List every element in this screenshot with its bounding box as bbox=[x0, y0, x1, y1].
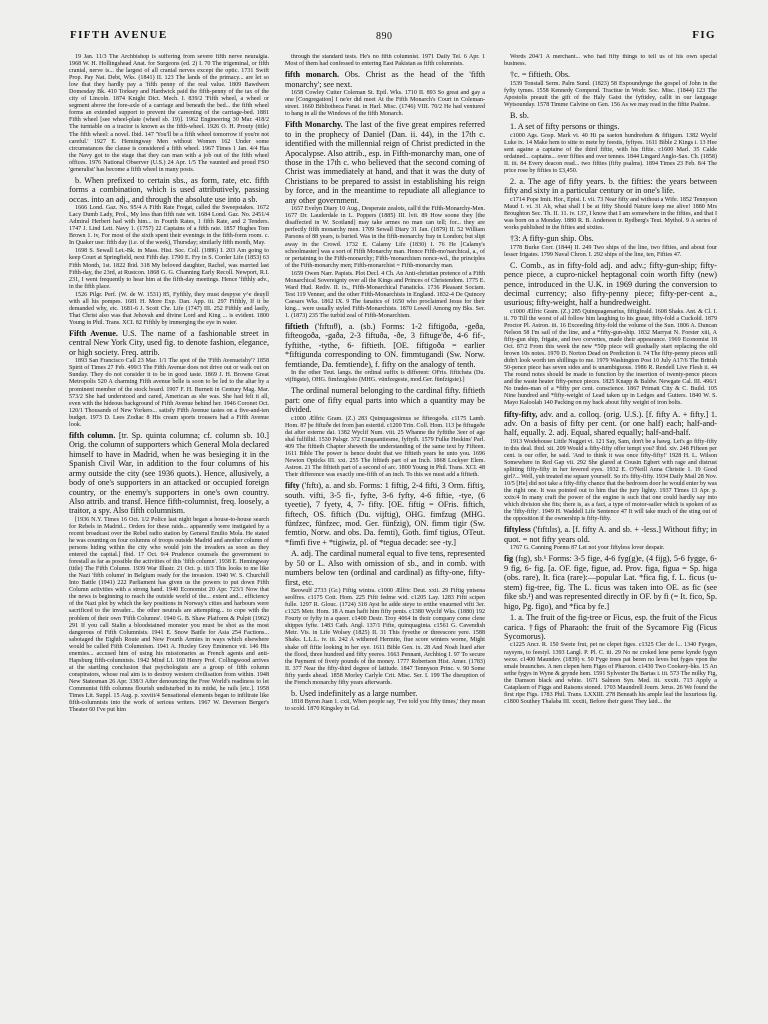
sense-definition: 1. a. The fruit of the fig-tree or Ficus, esp. the fruit of the Ficus carica. †figs of Pharaoh: the fruit of the Sycamore Fig (Ficus Sycomorus). bbox=[504, 613, 717, 642]
entry-headword: fig bbox=[504, 554, 514, 564]
quotation-block: 1913 Wodehouse Little Nugget vi. 121 Say, Sam, don't be a hawg. Let's go fifty-fifty in this deal. Ibid. xii. 209 Would a fifty-fifty offer tempt you? Ibid. xiv. 248 Fifteen per cent. is our offer, he said. 'And to think it was once fifty-fifty!' 1928 H. L. Wilson Somewhere in Red Gap vii. 292 She glared at Cousin Egbert with rage and distrust splitting fifty-fifty in her fevered eyes. 1932 E. O'Neill Anna Christie 1. 19 Good girl?... Well, yuh treated me square yourself. So it's fifty-fifty. 1934 Daily Mail 28 Nov. 10/5 [He] did not take a fifty-fifty chance that the bedroom door he would enter by was the right one. It was pointed out to him that the jury lighty. 1937 Times 13 Apr. p. xxix/4 In many craft the power of the engine is such that one could hardly say into which division she fits; there is, as a fact, a type of motor-sailer which is spoken of as the 'fifty-fifty'. 1949 H. Waddell Life Sentence 47 It will take much of the sting out of the opposition if the ownership is fifty-fifty. bbox=[504, 438, 717, 523]
quotation-block: c1714 Pope Imit. Hor., Epist. I. vii. 73 Near fifty and without a Wife. 1852 Tennyson Maud I. vi. 31 Ah, what shall I be at fifty Should Nature keep me alive! 1880 Mrs Broughton Sec. Th. II. 11. iv. 137, I know that I am somewhere in the fifties, and that I was born on a Monday. 1880 R. B. Anderson tr. Rydberg's Teut. Mythol. 9 A series of works published in the fifties and sixties. bbox=[504, 196, 717, 232]
entry-headword: fiftieth bbox=[285, 322, 309, 332]
running-head-right: FIG bbox=[692, 29, 716, 41]
column-3 bbox=[504, 54, 717, 1018]
entry-definition: (fɪg), sb.¹ Forms: 3-5 fige, 4-6 fyg(g)e, (4 fijg), 5-6 fygge, 6-9 fig, 6- fig. [a. OF. fige, figue, ad. Prov. figa, figua = Sp. higa (obs. rare), It. fica (rare):—popular Lat. *fica fig, f. L. ficus (u-stem) fig-tree, fig. The L. ficus was taken into OE. as fic (see fike sb.¹) and was represented directly in OF. by fi (= It. fico, Sp. higo, Pg. figo), and *fica by fe.] bbox=[504, 554, 717, 611]
quotation-block: 1767 G. Canning Poems 87 Let not your fiftyless lover despair. bbox=[510, 545, 665, 552]
quotation-block: 1893 San Francisco Call 23 Mar. 1/1 The spot of the 'Fifth Avenueishy'? 1858 Spirit of Times 27 Feb. 499/3 The Fifth Avenue does not drive out or walk out on Sunday. They do not consider it to be in good taste. 1869 J. H. Browne Great Metropolis 520 A charming Fifth avenue belle is soon to be led to the altar by a prominent member of the stock board. 1907 F. H. Burnett in Century Mag. Mar. 573/2 She had understood and cared, American as she was. She had felt it all, even with the hideous background of Fifth Avenue behind her. 1946 Coronet Oct. 120/1 Thousands of New Yorkers... satisfy Fifth Avenue tastes on a five-and-ten budget. 1973 D. Lees Zodiac 8 His cream sports trousers had a Fifth Avenue look. bbox=[69, 358, 269, 428]
quotation-block: 1778 Burke Corr. (1844) II. 249 Two ships of the line, two fifties, and about four lesser frigates. 1799 Naval Chron. I. 292 ships of the line, ten, Fifties 47. bbox=[504, 244, 717, 258]
quotation-block: 1659 Owen Narr. Papists. Plot Decl. 4 Ch. An Anti-christian pretence of a Fifth Monarchical Sovereignty over all the Kings and Princes of Christendom. 1775 E. Ward Hud. Rediv. II. ix., Fifth-Monarchical Fanaticks. 1736 Pleasant Sociam. Test 119 Venner, and the other Fifth-Monarchists in England. 1832-4 De Quincey Caesars Wks. 1862 IX. 9 The fanatics of 1650 who proclaimed Jesus for their king... were usually styled Fifth-Monarchists. 1870 Lowell Among my Bks. Ser. 1. (1873) 235 The turbid zeal of Fifth-Monarchism. bbox=[285, 270, 485, 319]
quotation-block: through the standard tests. He's no fifth columnist. 1971 Daily Tel. 6 Apr. 1 Most of them had confessed to entering East Pakistan as fifth columnists. bbox=[285, 54, 485, 68]
sense-definition: A. adj. The cardinal numeral equal to five tens, represented by 50 or L. Also with omission of sb., and in comb. with numbers below ten (ordinal and cardinal) as fifty-one, fifty-first, etc. bbox=[285, 549, 485, 587]
entry-definition: The last of the five great empires referred to in the prophecy of Daniel (Dan. ii. 44), in the 17th c. identified with the millennial reign of Christ predicted in the Apocalypse. Also attrib., esp. in Fifth-monarchy man, one of those in the 17th c. who believed that the second coming of Christ was immediately at hand, and that it was the duty of Christians to be prepared to assist in establishing his reign by force, and in the meantime to repudiate all allegiance to any other government. bbox=[285, 120, 485, 205]
page-number: 890 bbox=[376, 31, 393, 42]
dictionary-entry bbox=[285, 481, 485, 547]
dictionary-entry bbox=[69, 431, 269, 516]
quotation-block: 1818 Byron Juan 1. cxii, When people say, 'I've told you fifty times,' they mean to scold. 1870 Kingsley in Gd. bbox=[285, 699, 485, 713]
entry-headword: Fifth Monarchy. bbox=[285, 120, 343, 130]
dictionary-entry bbox=[69, 329, 269, 357]
quotation-block: c1000 Ælfric Gram. (Z.) 285 Quinquagenarius, fiftigfeald. 1608 Shaks. Ant. & Cl. I. ii. 70 Till the worst of all follow him laughing to his graue, fifty-fold a Cuckold. 1879 Proctor Pl. Astron. iii. 16 Exceeding fifty-fold the volume of the Sun. 1806 A. Duncan Nelson 58 I'm sail of the line, and a *fifty-gun-ship. 1832 Marryat N. Forster xiii, A fifty-gun ship, frigate, and two corvettes, made their appearance. 1969 Economist 18 Oct. 87/2 From this week the new *50p piece will gradually start replacing the old brown 10s notes. 1970 D. Norton Dead on Prediction ii. 74 The fifty-penny pieces still didn't look worth ten shillings to me. 1979 Washington Post 10 July A17/6 The British 50-pence piece has seven sides and is unambiguous. 1986 R. Rendell Live Flesh ii. 44 The round notes should be made to function by the insertion of twenty-pence pieces and the waste heater fifty-pence pieces. 1825 Knapp & Baldw. Newgate Cal. III. 496/1 No trades-man of a *fifty per cent. conscience. 1867 Primatt City & C. Build. 105 Nine hundred and *fifty-weight of Lead taken up in Ledges and Gutters. 1840 W. S. Mayo Kaloolah 140 Packing on my back about fifty weight of iron bolts. bbox=[504, 308, 717, 407]
quotation-block: [1936 N.Y. Times 16 Oct. 1/2 Police last night began a house-to-house search for Rebels in Madrid... Orders for these raids... apparently were instigated by a recent broadcast over the Rebel radio station by General Emilio Mola. He stated he was counting on four columns of troops outside Madrid and another column of persons hiding within the city who would join the invaders as soon as they entered the capital.] Ibid. 17 Oct. 9/4 Prudence counsels the government to forestall as far as possible the activities of this 'fifth column'. 1938 E. Hemingway (title) The Fifth Column. 1939 War Illustr. 21 Oct. p. iii/3 This looks to me like the Nazi 'fifth column' in Belgium ready for the invasion. 1940 W. S. Churchill Into Battle (1941) 222 Parliament has given us the powers to put down Fifth Column activities with a strong hand. 1940 Economist 20 Apr. 723/1 Now that the news is beginning to reach the outside world of the... extent and... efficiency of the Nazi plot by which the key positions in Norway's cities and harbours were sacrificed to the invader... the other neutrals are attempting... to cope with the problem of their own 'Fifth Columns'. 1940 G. B. Shaw Platform & Pulpit (1962) 291 If you call Stalin a bloodstained monster you must be shot as the most dangerous of Fifth Columnists. 1941 E. Snow Battle for Asia 254 Factions... sabotaged the Eighth Route and New Fourth Armies in ways which elsewhere would be called Fifth Columnism. 1941 A. Huxley Grey Eminence vii. 146 His enemies... accused him of using his missionaries as French agents and anti-Hapsburg fifth-columnists. 1942 Mind LI. 160 Henry Prof. Collingwood arrives at the startling conclusion that psychologists are a group of fifth column conspirators, whose real aim is to destroy western civilisation from within. 1948 New Statesman 26 Apr. 338/3 After denouncing the Free World's readiness to let Communist fifth columns flourish undisturbed in its midst, he rails [etc.]. 1958 Times Lit. Suppl. 15 Aug. p. xxviii/4 Sensational elements began to infiltrate like fifth-columnists into the work of serious writers. 1967 W. Deverson Berger's Theater 60 I've put him bbox=[69, 516, 269, 714]
quotation-block: c1225 Ancr. R. 150 Swete frut, pet ne clepet figes. c1325 Cler de l... 1340 Fyeges, raysyns, to feestyl. 1393 Langl. P. Pl. C. iii. 29 No ne croked lene perne kynde fygyn wexe. c1400 Maundev. (1839) v. 50 Fyge trees pat beren no leves but fyges vpon the smale braunches. A nen clepen hem Figes of Pharoon. c1430 Two Cookery-bks. 15 An sethe fygys in Wyne & grynde hem. 1591 Sylvester Du Bartas i. iii. 573 The milky Fig, the Damson black and white. 1671 Salmon Syn. Med. iii. xxxiii. 713 Apply a Cataplasm of Figgs and Raisons stoned. 1703 Maundrell Journ. Jerus. 26 We found the first ripe Figs. 1783 Phil. Trans. LXXIII. 278 Beneath his ample leaf the luxurious fig. c1800 Southey Thalaba III. xxxiii, Before their guest They laid... the bbox=[504, 642, 717, 705]
dictionary-entry bbox=[285, 322, 485, 369]
quotation-block: Beowulf 2733 (Gr.) Fiftig wintra. c1000 Ælfric Deut. xxii. 29 Fiftig yntsena seolfres. c1175 Cott. Hom. 225 Fifti fedme wid. c1205 Lay. 1283 Fifti scipen fulle. 1297 R. Glouc. (1724) 318 Ayst he adde steye to ertthe vnaurned vifti 3er. c1325 Metr. Hom. 18 A man hafit him fifty penis. c1380 Wyclif Wks. (1880) 192 Fourty or fyfty in a queer. c1400 Destr. Troy 4064 In thoir company come clene shippes fyfte. 1483 Cath. Angl. 137/1 Fifte, quinquaginta. c1561 G. Cavendish Metr. Vis. in Life Wolsey (1825) II. 31 This fyvethe or threescore yere. 1588 Shaks. L.L.L. iv. iii. 242 A withered Hermite, fiue score winters worne, Might shake off fiftie looking in her eye. 1611 Bible Gen. ix. 28 And Noah liued after the flood, three hundred and fifty yeeres. 1663 Pennant, Archbiog I. 97 To secure the Payment of fivety pounds of the money. 1777 Robertson Hist. Amer. (1783) II. 377 Near the fifty-third degree of latitude. 1847 Tennyson Princ. v. 90 Some fifty yards ahead. 1858 Morley Carlyle Crit. Misc. Ser. I. 199 The disruption of the French monarchy fifty years afterwards. bbox=[285, 588, 485, 686]
column-1 bbox=[69, 54, 269, 1018]
quotation-block: 1526 Pilgr. Perf. (W. de W. 1531) 85, Fyfthly, they must despyse y^e deuyll with all his pompes. 1681 H. More Exp. Dan. App. iii. 297 Fifthly, If it be demanded why, etc. 1681-6 J. Scott Chr. Life (1747) III. 252 Fifthly and lastly, That Christ also was that Jehovah and divine Lord and King ... is evident. 1800 Young in Phil. Trans. XCI. 82 Fifthly by immerging the eye in water. bbox=[69, 291, 269, 326]
sense-definition: 1. A set of fifty persons or things. bbox=[510, 122, 620, 132]
entry-definition: ('fɪftɪlɪs), a. [f. fifty A. and sb. + -less.] Without fifty; in quot. = not fifty years old. bbox=[504, 525, 717, 544]
quotation-block: c1000 Ælfric Gram. (Z.) 283 Quinquagesimus se fifteogoða. c1175 Lamb. Hom. 87 þe fiftuðe dei from þan estertid. c1200 Trin. Coll. Hom. 113 þe fiftugeðe dai after esterne dai. 1382 Wyclif Num. viii. 25 Whanne the fyftithe 3eer of age shal fulfillid. 1530 Palsgr. 372 Cinquantiesme, fyftyth. 1579 Fulke Heskins' Parl. 409 The fiftieth Chapter sheweth the understanding of the same text by Fifteen. 1611 Bible The power is hence doubt that we fiftieth years he unto you. 1696 Newton Opticks III. xxi. 255 The fiftieth part of an Inch. 1868 Lockyer Elem. Astron. 21 The fiftieth part of a second of arc. 1800 Young in Phil. Trans. XCI. 48 Their difference was exactly one-fifth of an inch. To this we must add a fiftieth. bbox=[285, 415, 485, 479]
entry-headword: fifty-fifty, bbox=[504, 409, 538, 419]
quotation-block: In the other Teut. langs. the ordinal suffix is different: OFris. fiftichsta (Du. vijftigste), OHG. fimfzugôsto (MHG. vünfzegeste, mod.Ger. fünfzigste).] bbox=[285, 370, 485, 384]
entry-definition: U.S. The name of a fashionable street in central New York City, used fig. to denote fashion, elegance, or high society. Freq. attrib. bbox=[69, 328, 269, 357]
sense-definition: The ordinal numeral belonging to the cardinal fifty. fiftieth part: one of fifty equal parts into which a quantity may be divided. bbox=[285, 386, 485, 415]
sense-definition: C. Comb., as in fifty-fold adj. and adv.; fifty-gun-ship; fifty-pence piece, a cupro-nickel heptagonal coin worth fifty (new) pence, introduced in the U.K. in 1969 during the conversion to decimal currency; also fifty-penny piece; fifty-per-cent a., usurious; fifty-weight, half a hundredweight. bbox=[504, 260, 717, 308]
dictionary-entry bbox=[504, 525, 717, 544]
quotation-block: 1698 S. Sewall Let.-Bk. in Mass. Hist. Soc. Coll. (1886) I. 203 Am going to keep Court at Springfield, next Fifth day. 1790 E. Fry in S. Corder Life (1853) 63 Fifth Month, 1st. 1822 Ibid. 318 My beloved daughter, Rachel, was married last Fifth-day, the 23rd, at Rustcon. 1868 G. G. Channing Early Recoll. Newport, R.I. 231, I went frequently to hear him at the fifth-day meetings. Hence 'fifthly adv., in the fifth place. bbox=[69, 248, 269, 290]
quotation-block: c1000 Ags. Gosp. Mark vi. 40 Hi pa saeton hundredum & fiftigum. 1382 Wyclif Luke ix. 14 Make hem to sitte to mete by feestis, fyftyes. 1611 Bible 2 Kings i. 13 Hee sent againe a captaine of the third fiftie, with his fiftie. c1600 Marl. 35 Calde ordained... captains... over fifties and over tennes. 1844 Lingard Anglo-Sax. Ch. (1858) II. iii. 84 Every deacon read... two fifties (fifty psalms). 1894 Times 23 Feb. 8/4 The price rose by fifties to £3,450. bbox=[504, 132, 717, 174]
dictionary-entry bbox=[285, 70, 485, 89]
quotation-block: 1658 Cowley Cutter Coleman St. Epil. Wks. 1710 II. 893 So great and gay a one [Congregation] I ne'er did meet At the Fifth Monarch's Court in Coleman-street. 1660 Bibliotheca Fanat. in Harl. Misc. (1746) VIII. 70/2 He had ventured to hang in all the Windows of the fifth Monarch. bbox=[285, 90, 485, 118]
dictionary-entry bbox=[504, 410, 717, 438]
entry-headword: Fifth Avenue. bbox=[69, 328, 118, 338]
dictionary-entry bbox=[285, 120, 485, 205]
quotation-block: Words 204/1 A merchant... who had fifty things to tell us of his own special business. bbox=[504, 54, 717, 68]
sense-definition: †3: A fifty-gun ship. Obs. bbox=[510, 234, 594, 244]
sense-definition: 2. a. The age of fifty years. b. the fifties: the years between fifty and sixty in a particular century or in one's life. bbox=[504, 176, 717, 196]
running-head-left: FIFTH AVENUE bbox=[70, 29, 168, 41]
dictionary-entry bbox=[504, 554, 717, 611]
sense-definition: †c. = fiftieth. Obs. bbox=[510, 70, 571, 80]
entry-headword: fifth column. bbox=[69, 430, 116, 440]
sense-definition: b. When prefixed to certain sbs., as form, rate, etc. fifth forms a combination, which is used attributively, passing occas. into an adj., and through the absolute use into a sb. bbox=[69, 175, 269, 204]
sense-definition: b. Used indefinitely as a large number. bbox=[291, 688, 418, 698]
entry-definition: ('fɪftɪɪθ), a. (sb.) Forms: 1-2 fiftigoða, -geða, fifteogoða, -gaða, 2-3 fiftuða, -ðe, 3 fiftuge'ðe, 4-6 fif-, fyftithe, -tythe, 6- fiftieth. [OE. fiftigoða = earlier *fiftigunda corresponding to ON. fimmtugandi (Sw. Norw. femtiande, Da. femtiende), f. fifty on the analogy of tenth. bbox=[285, 322, 485, 369]
entry-headword: fifty bbox=[285, 481, 300, 491]
entry-headword: fiftyless bbox=[504, 525, 531, 535]
entry-definition: [tr. Sp. quinta columna; cf. column sb. 10.] Orig. the column of supporters which General Mola declared himself to have in Madrid, when he was besieging it in the Spanish Civil War, in addition to the four columns of his army outside the city (see 1936 quots.). Hence, allusively, a body of one's supporters in an attacked or occupied foreign country, or the enemy's supporters in one's own country. Also attrib. and transf. Hence fifth-columnist, freq. loosely, a traitor, a spy. Also fifth columnism. bbox=[69, 430, 269, 516]
quotation-block: 1539 Tonstall Serm. Palm Sund. (1823) 58 Expoundynge the gospel of John in the fyfty tymes. 1558 Kennedy Compend. Tractiue in Wodr. Soc. Misc. (1844) 123 The Apostolis preauit the gift of the Haly Gaist the fyftidey, callit in our language Wytsounday. 1578 Timme Calvine on Gen. 156 As we may read in the fiftie Psalme. bbox=[504, 80, 717, 108]
entry-definition: Obs. Christ as the head of the 'fifth monarchy'; see next. bbox=[285, 70, 485, 89]
quotation-block: 19 Jan. 11/3 The Archbishop is suffering from severe fifth nerve neuralgia. 1968 W. H. Hollingshead Anat. for Surgeons (ed. 2) I. 70 The trigeminal, or fifth cranial, nerve is... the largest of all cranial nerves except the optic. 1731 Swift Prop. Pay Nat. Debt, Wks. (1841) II. 123 The lands of the primacy... are let so low that they hardly pay a 'fifth penny of the real value. 1809 Bawdwen Domesday Bk. 410 Torksey and Hardwick paid the fifth-penny of the tax of the city of Lincoln. 1874 Knight Dict. Mech. I. 839/2 'Fifth wheel, a wheel or segment above the fore-axle of a carriage and beneath the bed... the fifth wheel forms an extended support to prevent the careening of the carriage-bed. 1881 Fifth wheel [see wheel-plate (wheel sb. 19)]. 1962 Engineering 30 Mar. 418/2 The turntable on a tractor is known as the fifth-wheel. 1926 O. H. Prouty (title) The fifth wheel: a novel. Ibid. 147 'You'll be a fifth wheel tomorrow if you're not careful.' 1927 E. Hemingway Men without Women 162 Under some circumstances the clause is considered a fifth wheel. 1967 Times 1 Jan. 4/4 Has the Navy got to the stage that they can man with a job out of the fifth wheel offices. 1976 National Observer (U.S.) 24 Apr. 1/5 The vaunted and proud FSO 'generalist' has become a fifth wheel in many posts. bbox=[69, 54, 269, 173]
sense-definition: B. sb. bbox=[510, 110, 529, 120]
entry-definition: ('fɪftɪ), a. and sb. Forms: 1 fiftig, 2-4 fifti, 3 Orm. fiftiȝ, south. vifti, 3-5 fi-, fyfte, 3-6 fyfty, 4-6 fiftie, -tye, (6 tyeetie), 7 fyety, 4, 7- fifty. [OE. fiftig = OFris. fiftich, fiftech, OS. fiftich (Du. vijftig), OHG. fimfzug (MHG. fünfzec, fünfzec, mod. Ger. fünfzig), ON. fimm tigir (Sw. femtio, Norw. and obs. Da. femti), Goth. fimf tigius, OTeut. *fimfi five + *tigiwiz, pl. of *tegua decade: see -ty.] bbox=[285, 481, 485, 547]
quotation-block: 1666 Lond. Gaz. No. 95/4 A Fifth Rate Fregat, called the Sweepstakes. 1672 Lacy Dumb Lady, Prol., My less than fifth rate wit. 1684 Lond. Gaz. No. 2451/4 Admiral Herbert had with him... in Fourth Rates, 1 fifth Rate, and 2 Tenders. 1747 J. Lind Lett. Navy 1. (1757) 22 Captains of a fifth rate. 1857 Hughes Tom Brown 1. iv, For most of the sixth spent their evenings in the fifth-form room. c. In Quaker use: fifth day (i.e. of the week), Thursday; similarly fifth month, May. bbox=[69, 205, 269, 247]
entry-definition: adv. and a. colloq. (orig. U.S.). [f. fifty A. + fifty.] 1. adv. On a basis of fifty per cent. (or one half) each; half-and-half, equally. 2. adj. Equal, shared equally; half-and-half. bbox=[504, 409, 717, 438]
entry-headword: fifth monarch. bbox=[285, 70, 340, 80]
quotation-block: 1657 Evelyn Diary 10 Aug., Desperate zealots, call'd the Fifth-Monarchy-Men. 1677 Dr. Lauderdale in L. Poppers (1885) III. lvii. 89 How soone they [the disaffected in W. Scotland] may take armes no man can tell; for... they are perfectly fifth monarchy men. 1709 Sewall Diary 31 Jan. (1879) II. 52 William Parsons of 88 years, is buried. Was in the fifth-monarchy fray in London; but slipt away in the Crowd. 1732 E. Calamy Life (1830) I. 76 He [Calamy's schoolmaster] was a sort of Fifth Monarchy man. Hence Fifth-mo'narchical, a., of or pertaining to the Fifth-monarchy; Fifth-'monarchism nonce-wd., the principles of the Fifth-monarchy men; Fifth-monarchist = Fifth-monarchy man. bbox=[285, 206, 485, 269]
column-2 bbox=[285, 54, 485, 1018]
